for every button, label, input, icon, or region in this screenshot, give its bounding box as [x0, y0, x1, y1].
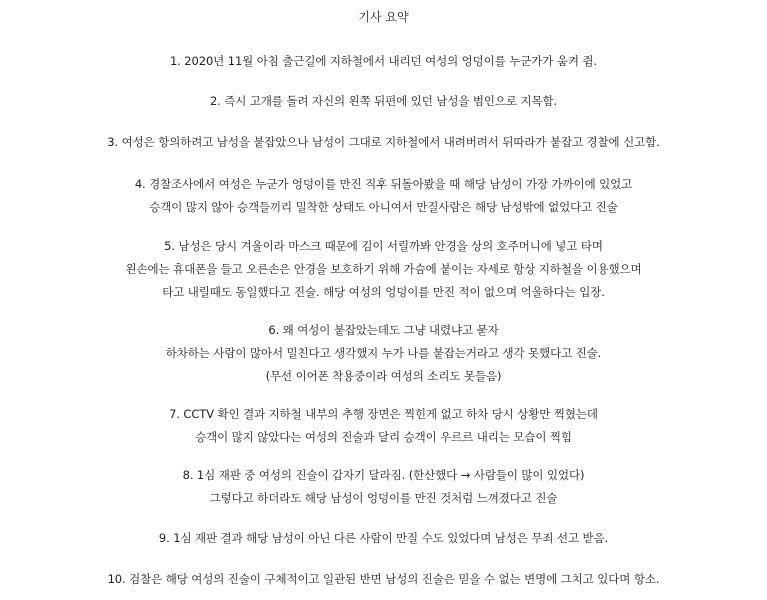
summary-line: 3. 여성은 항의하려고 남성을 붙잡았으나 남성이 그대로 지하철에서 내려버려서 뒤따라가 붙잡고 경찰에 신고함.	[107, 135, 660, 149]
summary-line: 10. 검찰은 해당 여성의 진술이 구체적이고 일관된 반면 남성의 진술은 믿을 수 없는 변명에 그치고 있다며 항소.	[107, 572, 660, 586]
summary-line: 5. 남성은 당시 겨울이라 마스크 때문에 김이 서릴까봐 안경을 상의 호주머니에 넣고 타며	[164, 239, 603, 253]
summary-item-7	[0, 403, 767, 449]
summary-line: 6. 왜 여성이 붙잡았는데도 그냥 내렸냐고 묻자	[268, 323, 499, 337]
summary-line: (무선 이어폰 착용중이라 여성의 소리도 못들음)	[265, 369, 502, 383]
summary-line: 7. CCTV 확인 결과 지하철 내부의 추행 장면은 찍힌게 없고 하차 당시 상황만 찍혔는데	[169, 407, 598, 421]
summary-item-2	[0, 90, 767, 113]
summary-item-6	[0, 319, 767, 388]
summary-line: 왼손에는 휴대폰을 들고 오른손은 안경을 보호하기 위해 가슴에 붙이는 자세로 항상 지하철을 이용했으며	[125, 262, 642, 276]
page-title: 기사 요약	[358, 10, 409, 24]
summary-line: 승객이 많지 않아 승객들끼리 밀착한 상태도 아니여서 만질사람은 해당 남성밖에 없었다고 진술	[149, 200, 618, 214]
summary-item-3	[0, 131, 767, 154]
summary-item-10	[0, 568, 767, 591]
summary-item-4	[0, 173, 767, 219]
summary-line: 4. 경찰조사에서 여성은 누군가 엉덩이를 만진 직후 뒤돌아봤을 때 해당 남성이 가장 가까이에 있었고	[134, 177, 633, 191]
summary-line: 2. 즉시 고개를 돌려 자신의 왼쪽 뒤편에 있던 남성을 범인으로 지목함.	[209, 94, 558, 108]
summary-item-5	[0, 235, 767, 304]
summary-item-8	[0, 464, 767, 510]
summary-item-1	[0, 50, 767, 73]
summary-line: 그렇다고 하더라도 해당 남성이 엉덩이를 만진 것처럼 느껴졌다고 진술	[209, 491, 558, 505]
summary-line: 승객이 많지 않았다는 여성의 진술과 달리 승객이 우르르 내리는 모습이 찍힘	[195, 430, 572, 444]
summary-line: 하차하는 사람이 많아서 밀친다고 생각했지 누가 나를 붙잡는거라고 생각 못했다고 진술.	[165, 346, 602, 360]
summary-item-9	[0, 527, 767, 550]
summary-line: 1. 2020년 11월 아침 출근길에 지하철에서 내리던 여성의 엉덩이를 누군가가 움켜 쥠.	[169, 54, 597, 68]
summary-line: 타고 내릴때도 동일했다고 진술. 해당 여성의 엉덩이를 만진 적이 없으며 억울하다는 입장.	[162, 285, 605, 299]
summary-line: 8. 1심 재판 중 여성의 진술이 갑자기 달라짐. (한산했다 → 사람들이 많이 있었다)	[182, 468, 585, 482]
summary-line: 9. 1심 재판 결과 해당 남성이 아닌 다른 사람이 만질 수도 있었다며 남성은 무죄 선고 받음.	[158, 531, 609, 545]
